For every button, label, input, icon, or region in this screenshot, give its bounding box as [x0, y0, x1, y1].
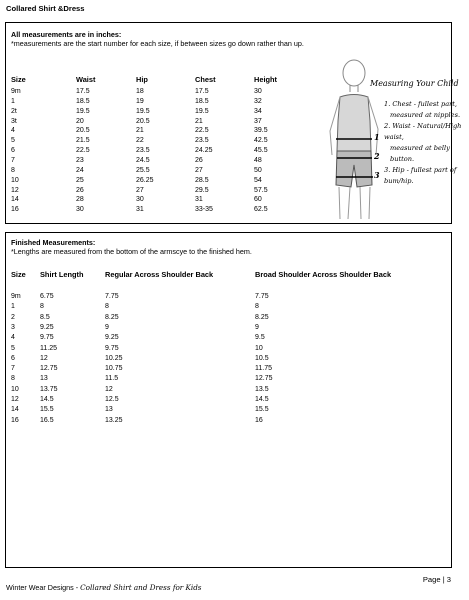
table-cell: 22: [136, 137, 144, 145]
table-cell: 3t: [11, 117, 17, 125]
table-cell: 5: [11, 344, 15, 352]
table-cell: 12: [40, 354, 48, 362]
table-cell: 28: [76, 196, 84, 204]
footer-brand: [6, 583, 201, 592]
table-cell: 14.5: [40, 396, 54, 403]
table-cell: 14: [11, 406, 19, 414]
table-cell: 1: [11, 97, 15, 105]
table-cell: 2: [11, 313, 15, 321]
table-cell: 7.75: [105, 293, 119, 300]
table-cell: 9.5: [255, 334, 265, 342]
table-cell: 10.25: [105, 354, 123, 362]
table-cell: 15.5: [40, 406, 54, 414]
table-cell: 1: [11, 303, 15, 311]
instruction-line: measured at belly button.: [390, 144, 450, 163]
table-cell: 16.5: [40, 416, 54, 424]
table-cell: 16: [255, 416, 263, 424]
table-cell: 8.25: [255, 313, 269, 321]
table-cell: 6: [11, 354, 15, 362]
table-cell: 30: [76, 206, 84, 214]
table-cell: 50: [254, 166, 262, 174]
table-cell: 13.25: [105, 416, 123, 424]
table-cell: 9m: [11, 293, 21, 300]
table-cell: 60: [254, 196, 262, 204]
table-cell: 14.5: [255, 396, 269, 403]
table-cell: 22.5: [76, 147, 90, 155]
table-cell: 10.75: [105, 365, 123, 373]
marker-2: 2: [374, 151, 380, 161]
column-header: Waist: [76, 75, 96, 84]
table-cell: 31: [136, 206, 144, 214]
table-cell: 27: [136, 186, 144, 194]
table-cell: 15.5: [255, 406, 269, 414]
column-header: Shirt Length: [40, 270, 84, 279]
table-cell: 20.5: [136, 117, 150, 125]
table-cell: 22.5: [195, 127, 209, 135]
table-cell: 16: [11, 206, 19, 214]
table-cell: 21: [195, 117, 203, 125]
table-cell: 31: [195, 196, 203, 204]
table-cell: 7: [11, 156, 15, 164]
table-cell: 17.5: [195, 88, 209, 95]
table-cell: 26.25: [136, 176, 154, 184]
footer-brand-script: Collared Shirt and Dress for Kids: [80, 583, 202, 592]
table-cell: 28.5: [195, 176, 209, 184]
table-cell: 12: [105, 385, 113, 393]
table-cell: 18.5: [76, 97, 90, 105]
table-cell: 24.5: [136, 156, 150, 164]
table-cell: 10.5: [255, 354, 269, 362]
table-cell: 62.5: [254, 206, 268, 214]
measurements-heading: All measurements are in inches:: [11, 30, 122, 39]
page-number: Page | 3: [422, 575, 451, 584]
table-cell: 6.75: [40, 293, 54, 300]
illustration-instructions: [384, 99, 462, 187]
table-cell: 17.5: [76, 88, 90, 95]
table-cell: 7: [11, 365, 15, 373]
table-cell: 19: [136, 97, 144, 105]
table-cell: 18: [136, 88, 144, 95]
table-cell: 11.5: [105, 375, 119, 383]
finished-heading: Finished Measurements:: [11, 238, 96, 247]
table-cell: 27: [195, 166, 203, 174]
table-cell: 9: [105, 323, 109, 331]
table-cell: 8: [105, 303, 109, 311]
table-cell: 13: [105, 406, 113, 414]
table-cell: 12.5: [105, 396, 119, 403]
table-cell: 9.25: [40, 323, 54, 331]
measuring-illustration: [326, 59, 461, 229]
table-cell: 11.75: [255, 365, 272, 373]
table-cell: 32: [254, 97, 262, 105]
instruction-line: 3. Hip - fullest part of bum/hip.: [384, 166, 457, 185]
table-cell: 23.5: [136, 147, 150, 155]
table-cell: 39.5: [254, 127, 268, 135]
table-cell: 9.75: [105, 344, 119, 352]
table-cell: 8: [255, 303, 259, 311]
table-cell: 12.75: [40, 365, 58, 373]
table-cell: 9m: [11, 88, 21, 95]
table-cell: 12: [11, 396, 19, 403]
table-cell: 12.75: [255, 375, 273, 383]
table-cell: 21.5: [76, 137, 90, 145]
table-cell: 23.5: [195, 137, 209, 145]
table-cell: 30: [136, 196, 144, 204]
table-cell: 8: [11, 375, 15, 383]
footer-brand-name: Winter Wear Designs -: [6, 583, 81, 592]
table-cell: 30: [254, 88, 262, 95]
column-header: Broad Shoulder Across Shoulder Back: [255, 270, 392, 279]
table-cell: 8.5: [40, 313, 50, 321]
marker-3: 3: [374, 170, 380, 180]
column-header: Size: [11, 270, 26, 279]
table-cell: 13: [40, 375, 48, 383]
table-cell: 3: [11, 323, 15, 331]
table-cell: 48: [254, 156, 262, 164]
instruction-line: 2. Waist - Natural/High waist,: [384, 122, 462, 141]
table-cell: 29.5: [195, 186, 209, 194]
table-cell: 23: [76, 156, 84, 164]
measurements-box: [5, 22, 462, 224]
column-header: Size: [11, 75, 26, 84]
table-cell: 20: [76, 117, 84, 125]
table-cell: 21: [136, 127, 144, 135]
table-cell: 9.25: [105, 334, 119, 342]
table-cell: 12: [11, 186, 19, 194]
table-cell: 9.75: [40, 334, 54, 342]
table-cell: 25: [76, 176, 84, 184]
illustration-title: Measuring Your Child: [370, 79, 459, 88]
table-cell: 9: [255, 323, 259, 331]
table-cell: 10: [11, 176, 19, 184]
table-cell: 34: [254, 107, 262, 115]
table-cell: 45.5: [254, 147, 268, 155]
column-header: Hip: [136, 75, 148, 84]
table-cell: 10: [11, 385, 19, 393]
table-cell: 13.5: [255, 385, 269, 393]
table-cell: 26: [76, 186, 84, 194]
column-header: Chest: [195, 75, 216, 84]
table-cell: 8: [40, 303, 44, 311]
table-cell: 54: [254, 176, 262, 184]
table-cell: 4: [11, 334, 15, 342]
finished-note: *Lengths are measured from the bottom of the armscye to the finished hem.: [11, 247, 252, 256]
table-cell: 19.5: [76, 107, 90, 115]
document-title: Collared Shirt &Dress: [6, 4, 85, 13]
table-cell: 6: [11, 147, 15, 155]
table-cell: 24.25: [195, 147, 213, 155]
table-cell: 19.5: [195, 107, 209, 115]
table-cell: 25.5: [136, 166, 150, 174]
instruction-line: 1. Chest - fullest part,: [384, 100, 458, 108]
column-header: Regular Across Shoulder Back: [105, 270, 214, 279]
table-cell: 57.5: [254, 186, 268, 194]
table-cell: 33-35: [195, 206, 213, 214]
marker-1: 1: [374, 132, 380, 142]
table-cell: 11.25: [40, 344, 57, 352]
table-cell: 24: [76, 166, 84, 174]
table-cell: 14: [11, 196, 19, 204]
table-cell: 18.5: [195, 97, 209, 105]
table-cell: 4: [11, 127, 15, 135]
table-cell: 8.25: [105, 313, 119, 321]
instruction-line: measured at nipples.: [390, 111, 461, 119]
table-cell: 26: [195, 156, 203, 164]
table-cell: 7.75: [255, 293, 269, 300]
table-cell: 8: [11, 166, 15, 174]
table-cell: 42.5: [254, 137, 268, 145]
table-cell: 20.5: [76, 127, 90, 135]
table-cell: 16: [11, 416, 19, 424]
finished-measurements-box: [5, 232, 452, 568]
table-cell: 37: [254, 117, 262, 125]
measurements-note: *measurements are the start number for each size, if between sizes go down rather than up.: [11, 39, 304, 48]
table-cell: 5: [11, 137, 15, 145]
table-cell: 13.75: [40, 385, 58, 393]
table-cell: 2t: [11, 107, 17, 115]
table-cell: 19.5: [136, 107, 150, 115]
table-cell: 10: [255, 344, 263, 352]
column-header: Height: [254, 75, 277, 84]
